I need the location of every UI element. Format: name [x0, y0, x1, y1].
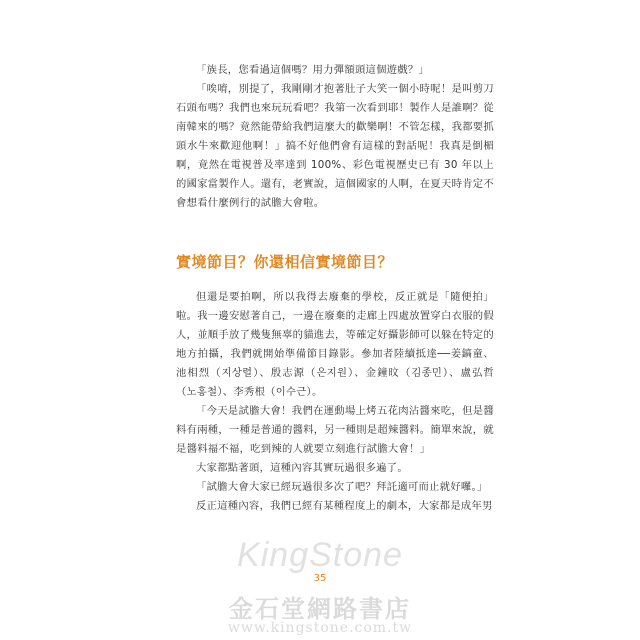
- watermark-logo: KingStone: [237, 536, 403, 574]
- paragraph: 反正這種內容，我們已經有某種程度上的劇本，大家都是成年男: [196, 500, 493, 512]
- page-number: 35: [313, 573, 327, 584]
- paragraph: 但還是要拍啊，所以我得去廢棄的學校，反正就是「隨便拍」啦。我一邊安慰著自己，一邊在廢棄的走廊上四處放置穿白衣服的假人，並順手放了幾隻無辜的貓進去，等確定好攝影師可以躲在特定的地方拍攝，我們就開始準備節目錄影。參加者陸續抵達──姜鎬童、池相烈（지상렬）、殷志源（은지원）、金鐘旼（김종민）、盧弘哲（노홍철）、李秀根（이수근）。: [176, 291, 494, 398]
- body-text-bottom: [176, 288, 494, 516]
- watermark-url: www.kingstone.com.tw: [227, 620, 413, 636]
- section-heading: 實境節目？你還相信實境節目？: [176, 253, 394, 271]
- watermark-store-name: 金石堂網路書店: [229, 594, 411, 623]
- paragraph: 「族長，您看過這個嗎？用力彈額頭這個遊戲？」: [196, 64, 430, 76]
- paragraph: 大家都點著頭，這種內容其實玩過很多遍了。: [196, 462, 408, 474]
- body-text-top: [176, 61, 494, 213]
- paragraph: 「今天是試膽大會！我們在運動場上烤五花肉沾醬來吃，但是醬料有兩種，一種是普通的醬料，另一種則是超辣醬料。簡單來說，就是醬料福不福，吃到辣的人就要立刻進行試膽大會！」: [176, 405, 494, 455]
- paragraph: 「試膽大會大家已經玩過很多次了吧？拜託適可而止就好囉。」: [196, 481, 488, 493]
- paragraph: 「唉唷，別提了，我剛剛才抱著肚子大笑一個小時呢！是叫剪刀石頭布嗎？我們也來玩玩看吧？我第一次看到耶！製作人是誰啊？從南韓來的嗎？竟然能帶給我們這麼大的歡樂啊！不管怎樣，我都要抓頭水牛來歡迎他啊！」搞不好他們會有這樣的對話呢！我真是倒楣啊，竟然在電視普及率達到 100%、彩色電視歷史已有 30 年以上的國家當製作人。還有，老實說，這個國家的人啊，在夏天時肯定不會想看什麼例行的試膽大會啦。: [176, 83, 494, 209]
